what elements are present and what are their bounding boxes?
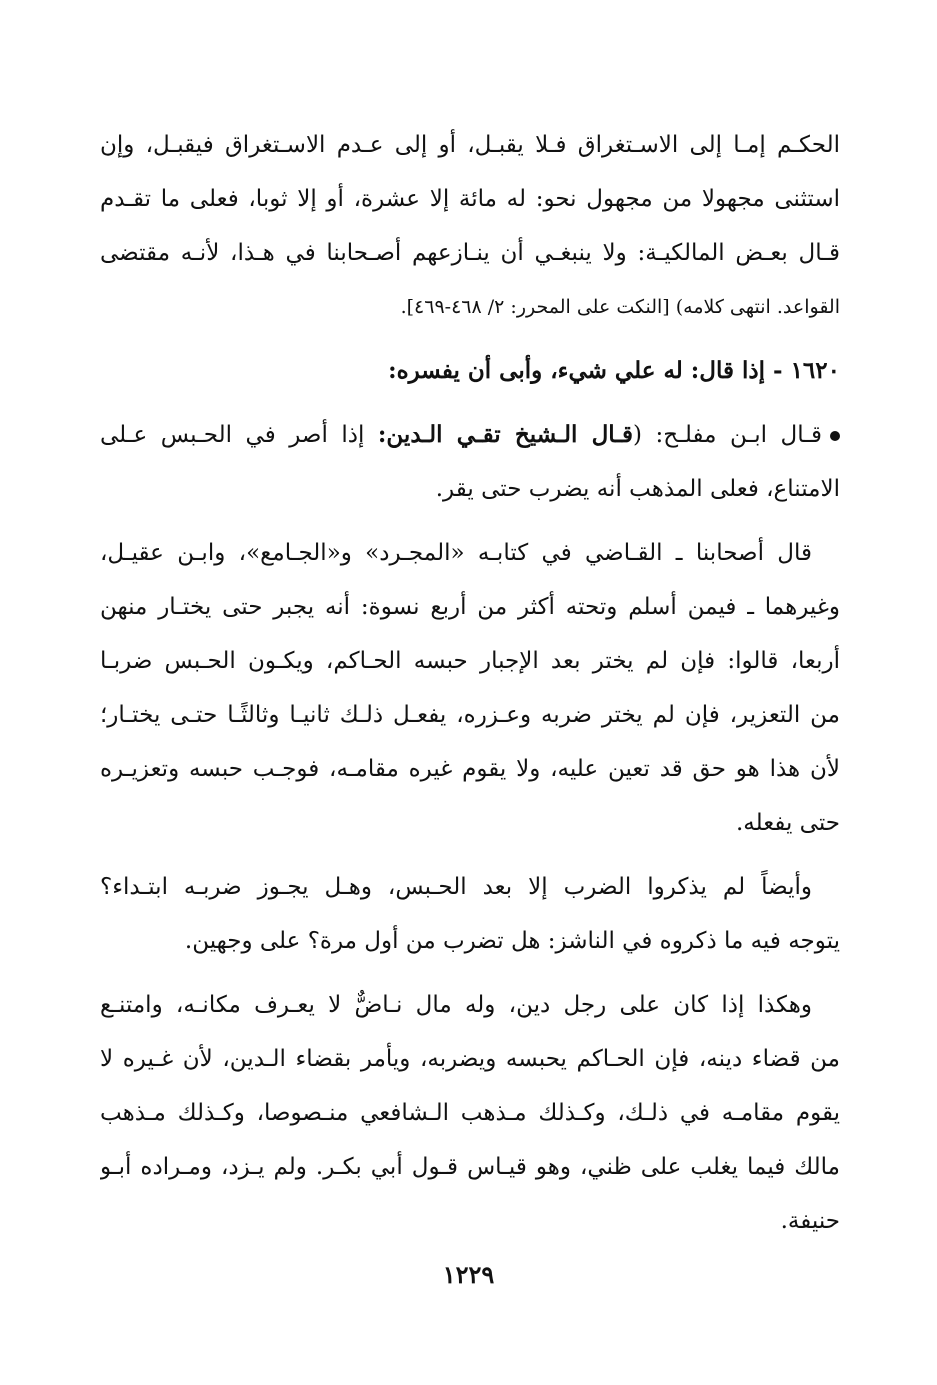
text-line: وأيضاً لم يذكروا الضرب إلا بعد الحـبس، وهـل يجـوز ضربـه ابتـداء؟ (100, 874, 812, 900)
text-line: استثنى مجهولا من مجهول نحو: له مائة إلا عشرة، أو إلا ثوبا، فعلى ما تقـدم (100, 186, 840, 212)
text-line: من التعزير، فإن لم يختر ضربه وعـزره، يفعـل ذلـك ثانيـا وثالثًـا حتـى يختـار؛ (100, 702, 840, 728)
text-line: يقوم مقامـه في ذلـك، وكـذلك مـذهب الـشافعي منـصوصا، وكـذلك مـذهب (100, 1100, 840, 1126)
text-line: الحكـم إمـا إلى الاسـتغراق فـلا يقبـل، أو إلى عـدم الاسـتغراق فيقبـل، وإن (100, 132, 840, 158)
text-line: لأن هذا هو حق قد تعين عليه، ولا يقوم غيره مقامـه، فوجـب حبسه وتعزيـره (100, 756, 840, 782)
bullet-paragraph (100, 408, 840, 516)
text-line: حتى يفعله. (735, 810, 840, 836)
bullet-line (100, 408, 840, 462)
text-line: الامتناع، فعلى المذهب أنه يضرب حتى يقر. (435, 476, 840, 502)
bullet-icon (830, 431, 840, 441)
text-line: حنيفة. (780, 1208, 840, 1234)
bullet-rest: إذا أصر في الحـبس عـلى (100, 422, 378, 448)
text-line: مالك فيما يغلب على ظني، وهو قيـاس قـول أبي بكـر. ولم يـزد، ومـراده أبـو (100, 1154, 840, 1180)
paragraph-3 (100, 860, 840, 968)
paragraph-1 (100, 118, 840, 334)
text-line: من قضاء دينه، فإن الحـاكم يحبسه ويضربه، ويأمر بقضاء الـدين، لأن غـيره لا (100, 1046, 840, 1072)
text-line: وغيرهما ـ فيمن أسلم وتحته أكثر من أربع نسوة: أنه يجبر حتى يختـار منهن (100, 594, 840, 620)
text-line: وهكذا إذا كان على رجل دين، وله مال نـاضٌّ لا يعـرف مكانـه، وامتنـع (100, 992, 812, 1018)
bullet-bold: قـال الـشيخ تقـي الـدين: (377, 421, 634, 448)
paragraph-2 (100, 526, 840, 850)
text-line: يتوجه فيه ما ذكروه في الناشز: هل تضرب من أول مرة؟ على وجهين. (184, 928, 840, 954)
section-heading: ١٦٢٠ - إذا قال: له علي شيء، وأبى أن يفسره: (388, 357, 840, 384)
page-number: ١٢٢٩ (442, 1260, 495, 1289)
text-line: قـال بعـض المالكيـة: ولا ينبغـي أن ينـازعهم أصـحابنا في هـذا، لأنـه مقتضى (100, 240, 840, 266)
page-body (100, 118, 840, 1248)
text-line: قال أصحابنا ـ القـاضي في كتابـه «المجـرد» و«الجـامع»، وابـن عقيـل، (100, 540, 812, 566)
paragraph-4 (100, 978, 840, 1248)
bullet-prefix: قـال ابـن مفلـح: ( (633, 422, 822, 448)
text-line: القواعد. انتهى كلامه) [النكت على المحرر: ٢/ ٤٦٨-٤٦٩]. (400, 296, 840, 318)
text-line: أربعا، قالوا: فإن لم يختر بعد الإجبار حبسه الحـاكم، ويكـون الحـبس ضربـا (100, 648, 840, 674)
